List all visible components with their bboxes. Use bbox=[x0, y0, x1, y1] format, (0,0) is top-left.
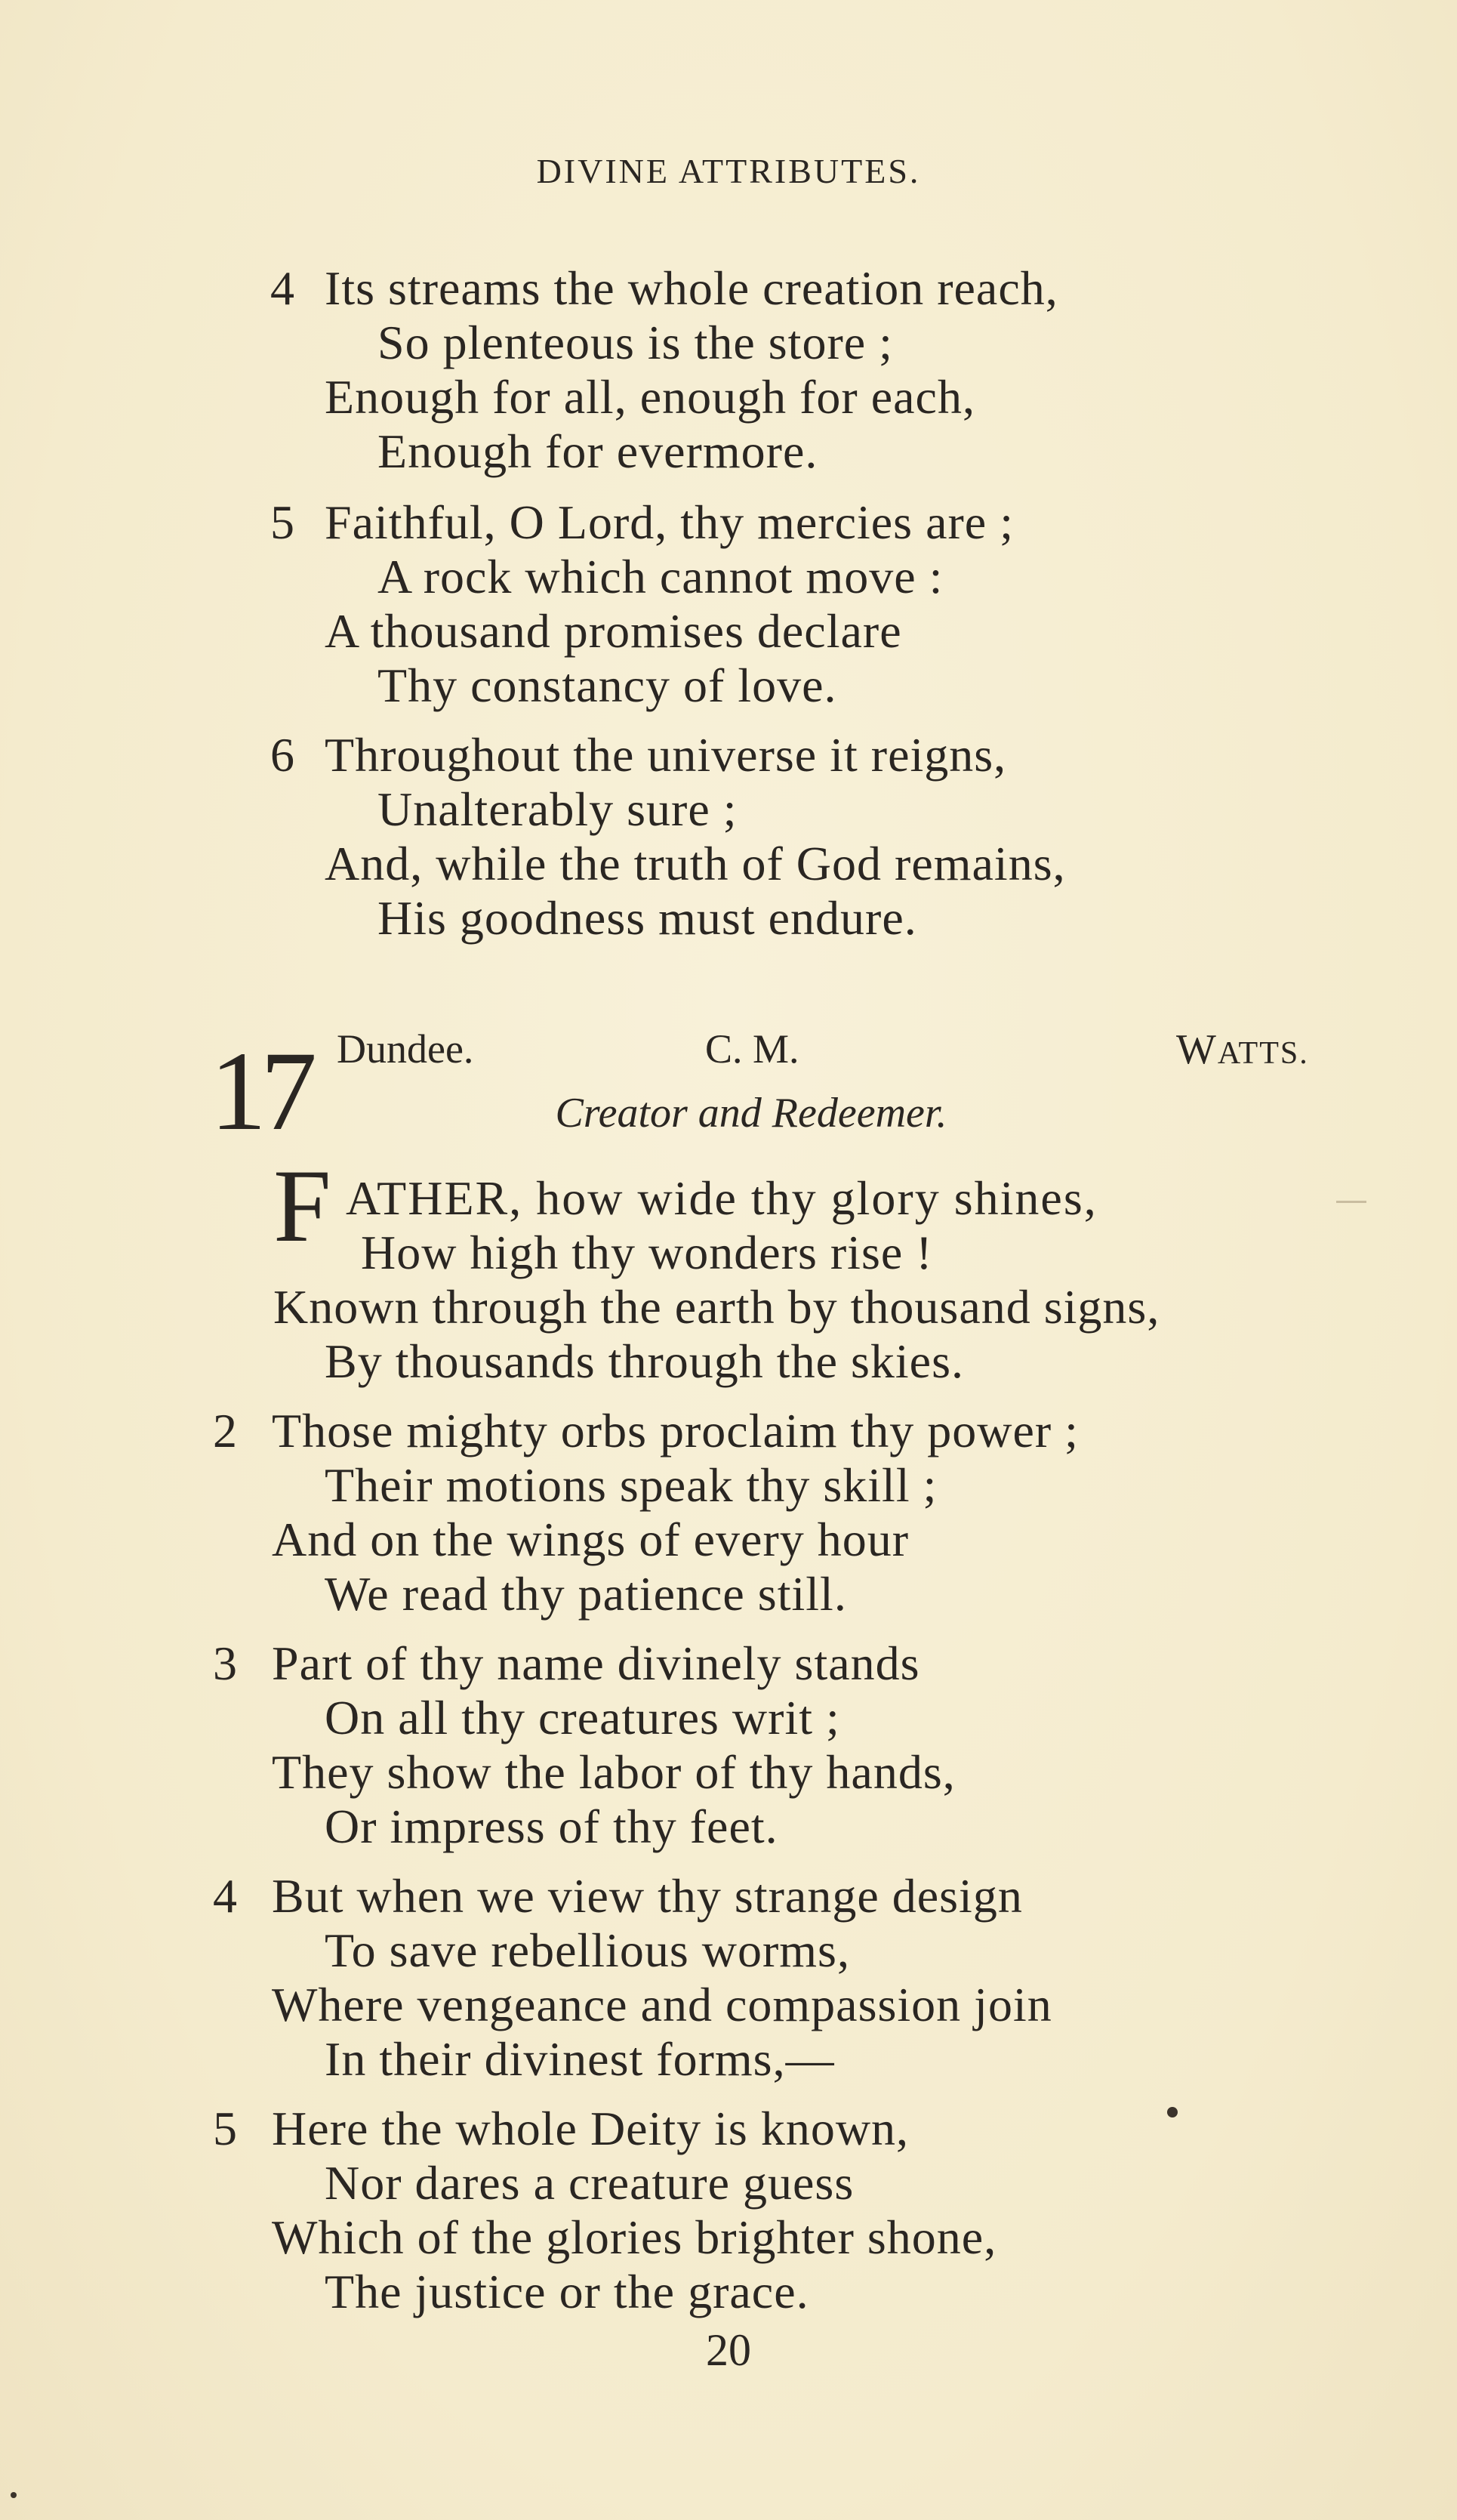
verse-line: We read thy patience still. bbox=[325, 1567, 847, 1621]
drop-cap: F bbox=[273, 1148, 331, 1263]
verse-line: Its streams the whole creation reach, bbox=[325, 261, 1058, 315]
verse-line: Part of thy name divinely stands bbox=[272, 1636, 920, 1690]
ink-speck bbox=[11, 2492, 17, 2498]
verse-line: A rock which cannot move : bbox=[377, 550, 944, 603]
verse-line: Known through the earth by thousand signs, bbox=[273, 1280, 1160, 1334]
verse-line: Enough for all, enough for each, bbox=[325, 370, 975, 424]
stanza-number: 2 bbox=[213, 1404, 237, 1457]
verse-line: Which of the glories brighter shone, bbox=[272, 2210, 997, 2264]
hymn-number: 17 bbox=[210, 1029, 311, 1154]
ink-speck bbox=[1167, 2107, 1178, 2117]
verse-line: They show the labor of thy hands, bbox=[272, 1745, 956, 1799]
verse-line: On all thy creatures writ ; bbox=[325, 1691, 840, 1744]
verse-line: A thousand promises declare bbox=[325, 604, 902, 658]
verse-line: Here the whole Deity is known, bbox=[272, 2102, 910, 2155]
hymn-subtitle: Creator and Redeemer. bbox=[555, 1090, 947, 1137]
verse-line: Enough for evermore. bbox=[377, 424, 818, 478]
stanza-number: 5 bbox=[270, 495, 294, 549]
verse-line: Where vengeance and compassion join bbox=[272, 1978, 1052, 2031]
verse-line: But when we view thy strange design bbox=[272, 1869, 1023, 1923]
verse-line: Nor dares a creature guess bbox=[325, 2156, 855, 2210]
verse-line: How high thy wonders rise ! bbox=[361, 1226, 933, 1279]
stanza-number: 4 bbox=[213, 1869, 237, 1923]
verse-line: Or impress of thy feet. bbox=[325, 1800, 778, 1853]
stanza-number: 4 bbox=[270, 261, 294, 315]
verse-line: In their divinest forms,— bbox=[325, 2032, 835, 2086]
author-initial: W bbox=[1176, 1026, 1218, 1073]
hymn-author bbox=[1176, 1026, 1309, 1074]
page-number: 20 bbox=[706, 2325, 751, 2375]
verse-line: Those mighty orbs proclaim thy power ; bbox=[272, 1404, 1079, 1457]
verse-line: Thy constancy of love. bbox=[377, 659, 837, 712]
author-rest: ATTS. bbox=[1217, 1036, 1309, 1071]
running-header: DIVINE ATTRIBUTES. bbox=[536, 152, 921, 190]
verse-line: And on the wings of every hour bbox=[272, 1513, 910, 1566]
verse-line: By thousands through the skies. bbox=[325, 1334, 964, 1388]
tune-name: Dundee. bbox=[337, 1026, 474, 1072]
verse-line: Unalterably sure ; bbox=[377, 782, 738, 836]
verse-line: The justice or the grace. bbox=[325, 2265, 809, 2318]
verse-line: To save rebellious worms, bbox=[325, 1923, 850, 1977]
verse-line: His goodness must endure. bbox=[377, 891, 917, 945]
verse-line: Faithful, O Lord, thy mercies are ; bbox=[325, 495, 1014, 549]
stanza-number: 6 bbox=[270, 728, 294, 782]
verse-line: And, while the truth of God remains, bbox=[325, 837, 1066, 890]
stanza-number: 3 bbox=[213, 1636, 237, 1690]
verse-line: Their motions speak thy skill ; bbox=[325, 1458, 938, 1512]
verse-line: ATHER, how wide thy glory shines, bbox=[346, 1171, 1098, 1225]
stanza-number: 5 bbox=[213, 2102, 237, 2155]
verse-line: So plenteous is the store ; bbox=[377, 316, 893, 369]
hymn-meter: C. M. bbox=[705, 1026, 799, 1072]
faint-mark bbox=[1336, 1201, 1366, 1203]
verse-line: Throughout the universe it reigns, bbox=[325, 728, 1007, 782]
